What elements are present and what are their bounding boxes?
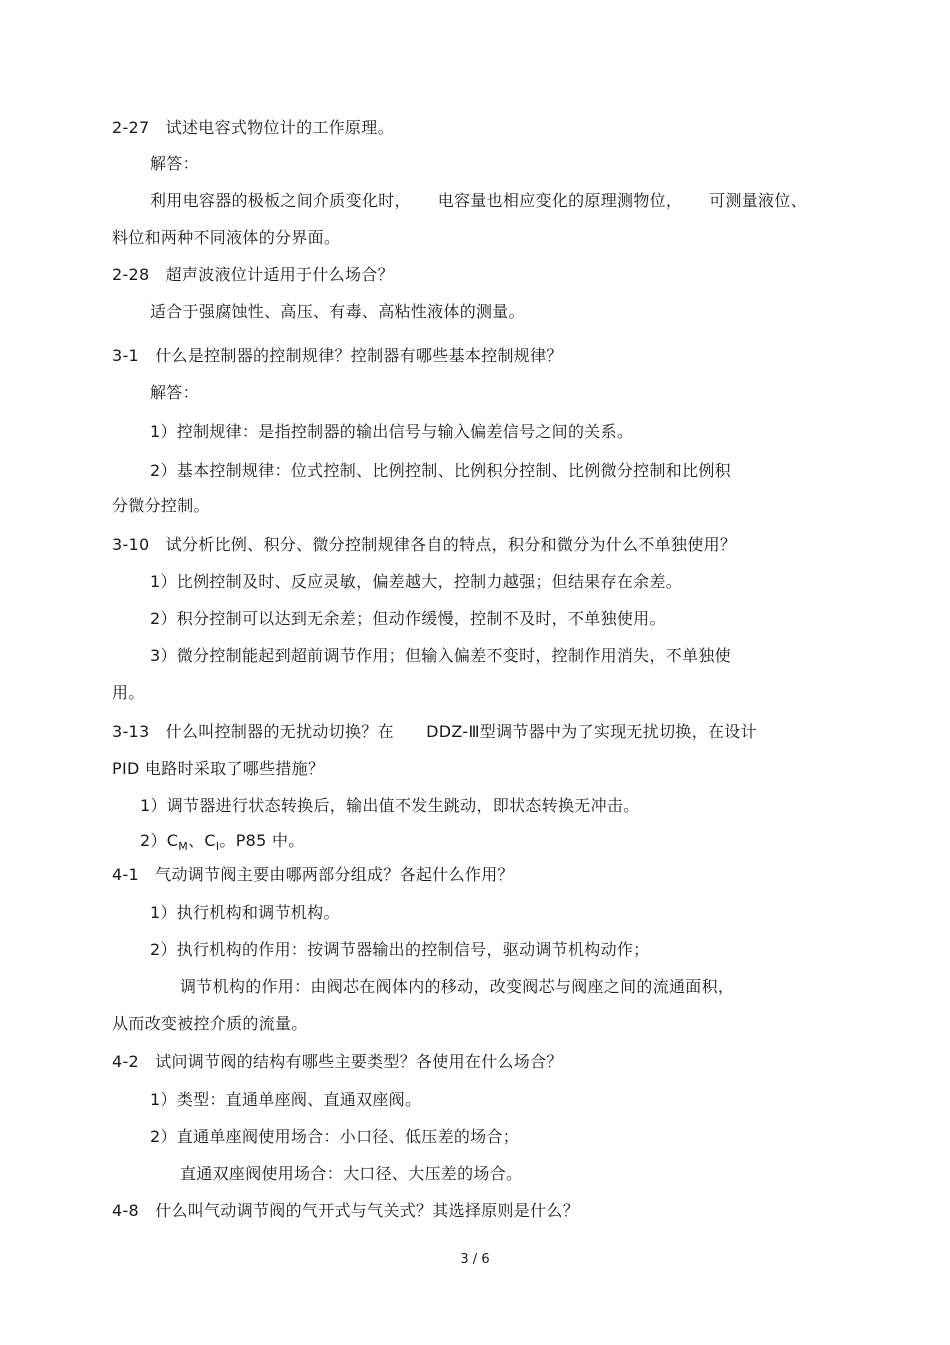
answer-text: 1）控制规律：是指控制器的输出信号与输入偏差信号之间的关系。 bbox=[150, 422, 634, 441]
answer-text: 1）比例控制及时、反应灵敏，偏差越大，控制力越强；但结果存在余差。 bbox=[150, 572, 683, 591]
question-3-1: 3-1 什么是控制器的控制规律？控制器有哪些基本控制规律？ bbox=[112, 346, 563, 365]
question-2-27: 2-27 试述电容式物位计的工作原理。 bbox=[112, 118, 394, 137]
question-4-2: 4-2 试问调节阀的结构有哪些主要类型？各使用在什么场合？ bbox=[112, 1052, 563, 1071]
answer-text: 直通双座阀使用场合：大口径、大压差的场合。 bbox=[180, 1164, 523, 1183]
answer-text-part: 2）C bbox=[140, 831, 179, 850]
answer-text: 3）微分控制能起到超前调节作用；但输入偏差不变时，控制作用消失，不单独使 bbox=[150, 646, 731, 665]
answer-text: 从而改变被控介质的流量。 bbox=[112, 1014, 308, 1033]
answer-text-part: 、C bbox=[188, 831, 216, 850]
subscript-i: I bbox=[215, 840, 220, 853]
answer-text: 2）积分控制可以达到无余差；但动作缓慢，控制不及时，不单独使用。 bbox=[150, 609, 666, 628]
answer-text: 1）调节器进行状态转换后，输出值不发生跳动，即状态转换无冲击。 bbox=[140, 796, 640, 815]
answer-text: 分微分控制。 bbox=[112, 496, 210, 515]
answer-label: 解答： bbox=[150, 383, 199, 402]
question-3-10: 3-10 试分析比例、积分、微分控制规律各自的特点，积分和微分为什么不单独使用？ bbox=[112, 535, 737, 554]
answer-text: 料位和两种不同液体的分界面。 bbox=[112, 228, 341, 247]
question-4-8: 4-8 什么叫气动调节阀的气开式与气关式？其选择原则是什么？ bbox=[112, 1201, 579, 1220]
answer-text: 1）类型：直通单座阀、直通双座阀。 bbox=[150, 1090, 422, 1109]
subscript-m: M bbox=[178, 840, 189, 853]
page-number: 3 / 6 bbox=[460, 1252, 490, 1267]
question-4-1: 4-1 气动调节阀主要由哪两部分组成？各起什么作用？ bbox=[112, 865, 514, 884]
answer-text: 2）直通单座阀使用场合：小口径、低压差的场合； bbox=[150, 1127, 520, 1146]
answer-text: 2）基本控制规律：位式控制、比例控制、比例积分控制、比例微分控制和比例积 bbox=[150, 461, 731, 480]
answer-text: 2）执行机构的作用：按调节器输出的控制信号，驱动调节机构动作； bbox=[150, 940, 650, 959]
question-3-13-cont: PID 电路时采取了哪些措施？ bbox=[112, 759, 325, 778]
answer-text: 调节机构的作用：由阀芯在阀体内的移动，改变阀芯与阀座之间的流通面积， bbox=[180, 977, 735, 996]
answer-text: 用。 bbox=[112, 683, 145, 702]
answer-text: 利用电容器的极板之间介质变化时， 电容量也相应变化的原理测物位， 可测量液位、 bbox=[150, 191, 807, 210]
answer-text: 1）执行机构和调节机构。 bbox=[150, 903, 340, 922]
answer-label: 解答： bbox=[150, 154, 199, 173]
answer-text bbox=[140, 831, 305, 853]
question-3-13: 3-13 什么叫控制器的无扰动切换？在 DDZ-Ⅲ型调节器中为了实现无扰切换，在设计 bbox=[112, 722, 757, 741]
answer-text: 适合于强腐蚀性、高压、有毒、高粘性液体的测量。 bbox=[150, 302, 525, 321]
answer-text-part: 。P85 中。 bbox=[219, 831, 305, 850]
question-2-28: 2-28 超声波液位计适用于什么场合？ bbox=[112, 265, 394, 284]
